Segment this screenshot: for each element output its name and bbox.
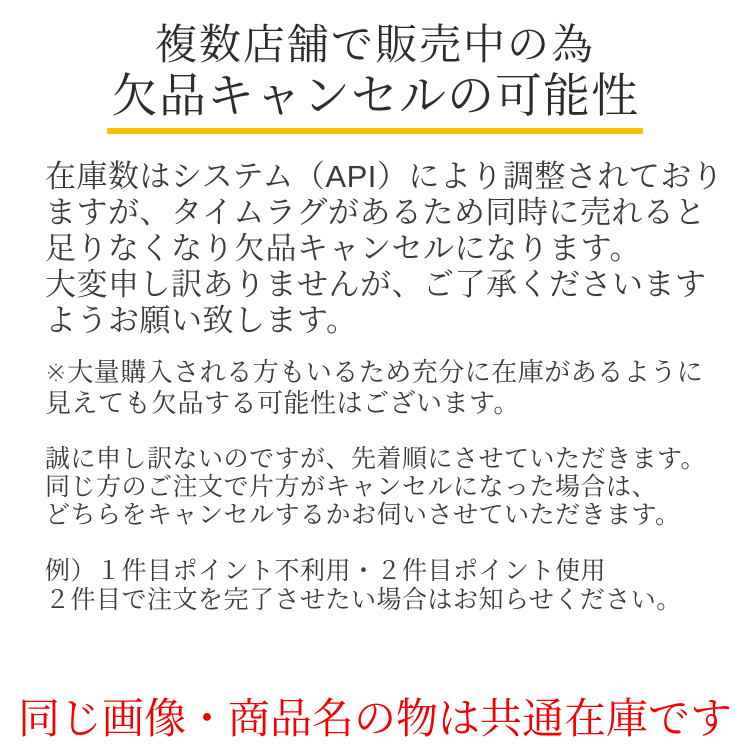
notice-line: ※大量購入される方もいるため充分に在庫があるように bbox=[45, 357, 704, 387]
paragraph-example bbox=[45, 557, 735, 615]
notice-line: 例）１件目ポイント不利用・２件目ポイント使用 bbox=[45, 557, 607, 585]
paragraph-bulk-purchase-note bbox=[45, 357, 735, 419]
shared-stock-warning: 同じ画像・商品名の物は共通在庫です bbox=[17, 695, 732, 742]
notice-line: どちらをキャンセルするかお伺いさせていただきます。 bbox=[45, 501, 681, 529]
paragraph-first-come-first-served bbox=[45, 445, 735, 529]
paragraph-inventory-system bbox=[45, 159, 735, 339]
notice-line: ２件目で注文を完了させたい場合はお知らせください。 bbox=[45, 586, 682, 614]
title-underline bbox=[107, 128, 643, 134]
notice-line: ようお願い致します。 bbox=[45, 303, 358, 338]
notice-title-line-2: 欠品キャンセルの可能性 bbox=[111, 69, 639, 122]
notice-line: ますが、タイムラグがあるため同時に売れると bbox=[45, 195, 706, 230]
notice-line: 同じ方のご注文で片方がキャンセルになった場合は、 bbox=[45, 473, 658, 501]
notice-line: 誠に申し訳ないのですが、先着順にさせていただきます。 bbox=[45, 445, 707, 473]
notice-line: 見えても欠品する可能性はございます。 bbox=[45, 388, 520, 418]
notice-title bbox=[0, 20, 750, 134]
notice-title-line-1: 複数店舗で販売中の為 bbox=[154, 21, 595, 68]
notice-line: 足りなくなり欠品キャンセルになります。 bbox=[45, 231, 642, 266]
notice-line: 在庫数はシステム（API）により調整されており bbox=[45, 159, 724, 194]
notice-line: 大変申し訳ありませんが、ご了承くださいます bbox=[45, 267, 707, 302]
